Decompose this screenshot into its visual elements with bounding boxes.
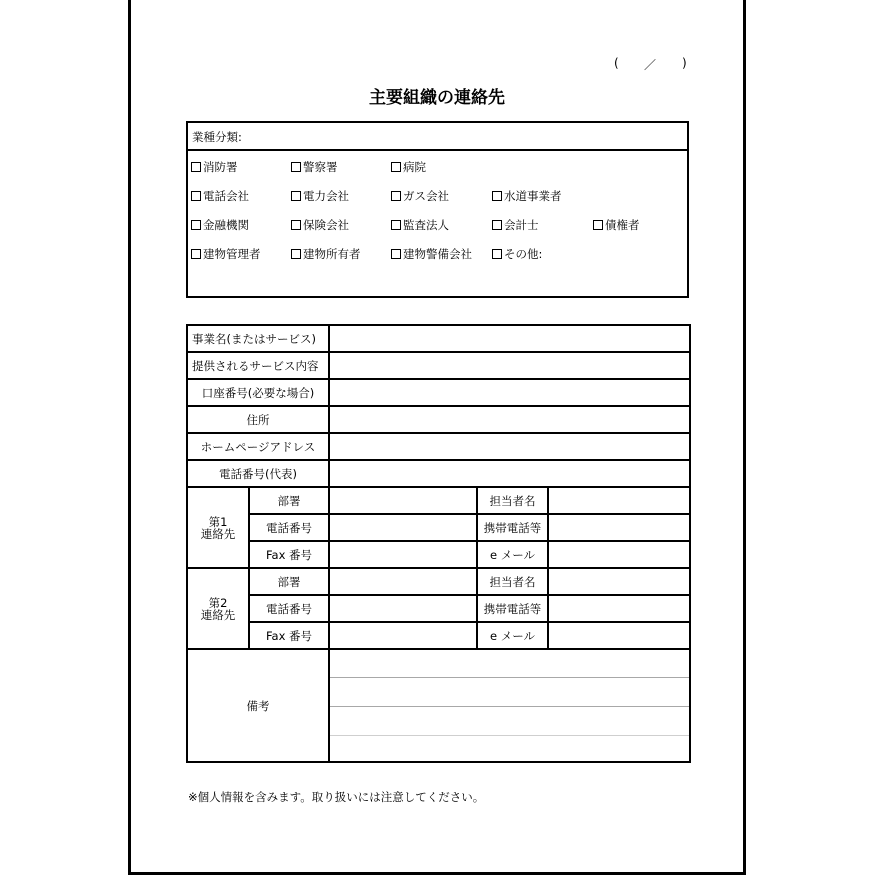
contact2-person-label: 担当者名 (477, 568, 548, 595)
checkbox-audit-firm[interactable] (391, 211, 449, 240)
notes-label: 備考 (187, 649, 329, 762)
checkbox-label: 水道事業者 (504, 189, 562, 203)
checkbox-label: 電話会社 (203, 189, 249, 203)
contact1-row-phone (187, 514, 690, 541)
checkbox-icon[interactable] (391, 220, 401, 230)
checkbox-insurance-company[interactable] (291, 211, 349, 240)
page-title: 主要組織の連絡先 (369, 88, 505, 108)
checkbox-icon[interactable] (191, 220, 201, 230)
label-service-content: 提供されるサービス内容 (187, 352, 329, 379)
category-row-1 (188, 153, 687, 182)
checkbox-telephone-company[interactable] (191, 182, 249, 211)
checkbox-hospital[interactable] (391, 153, 426, 182)
checkbox-icon[interactable] (492, 191, 502, 201)
contact1-email-label: e メール (477, 541, 548, 568)
contact1-fax-label: Fax 番号 (249, 541, 329, 568)
contact2-person-input[interactable] (548, 568, 690, 595)
contact1-label-text: 連絡先 (200, 526, 236, 541)
checkbox-label: ガス会社 (403, 189, 449, 203)
checkbox-label: 債権者 (605, 218, 640, 232)
notes-line (330, 735, 689, 736)
checkbox-building-security[interactable] (391, 240, 472, 269)
label-phone-main: 電話番号(代表) (187, 460, 329, 487)
checkbox-icon[interactable] (291, 162, 301, 172)
contact1-email-input[interactable] (548, 541, 690, 568)
checkbox-label: 監査法人 (403, 218, 449, 232)
checkbox-label: 保険会社 (303, 218, 349, 232)
contact1-phone-label: 電話番号 (249, 514, 329, 541)
date-open-paren: ( (614, 56, 619, 70)
contact1-phone-input[interactable] (329, 514, 477, 541)
checkbox-label: 消防署 (203, 160, 238, 174)
input-address[interactable] (329, 406, 690, 433)
checkbox-icon[interactable] (391, 249, 401, 259)
checkbox-accountant[interactable] (492, 211, 539, 240)
contact1-person-label: 担当者名 (477, 487, 548, 514)
checkbox-label: 建物警備会社 (403, 247, 472, 261)
checkbox-label: 建物管理者 (203, 247, 261, 261)
contact1-department-label: 部署 (249, 487, 329, 514)
contact2-department-input[interactable] (329, 568, 477, 595)
contact1-label-number: 第1 (208, 514, 228, 529)
contact2-fax-input[interactable] (329, 622, 477, 649)
category-row-4 (188, 240, 687, 269)
date-slash: ／ (644, 58, 657, 72)
contact1-row-fax (187, 541, 690, 568)
category-row-2 (188, 182, 687, 211)
checkbox-icon[interactable] (391, 191, 401, 201)
contact1-fax-input[interactable] (329, 541, 477, 568)
input-phone-main[interactable] (329, 460, 690, 487)
contact2-department-label: 部署 (249, 568, 329, 595)
input-service-content[interactable] (329, 352, 690, 379)
contact1-mobile-label: 携帯電話等 (477, 514, 548, 541)
contact2-row-phone (187, 595, 690, 622)
category-label: 業種分類: (188, 123, 687, 151)
row-address (187, 406, 690, 433)
row-phone-main (187, 460, 690, 487)
privacy-notice: ※個人情報を含みます。取り扱いには注意してください。 (188, 790, 485, 804)
contact-details-table (186, 324, 691, 763)
checkbox-electric-company[interactable] (291, 182, 349, 211)
input-account-number[interactable] (329, 379, 690, 406)
checkbox-building-manager[interactable] (191, 240, 261, 269)
label-account-number: 口座番号(必要な場合) (187, 379, 329, 406)
checkbox-label: その他: (504, 247, 543, 261)
checkbox-icon[interactable] (291, 249, 301, 259)
checkbox-financial-institution[interactable] (191, 211, 249, 240)
checkbox-icon[interactable] (593, 220, 603, 230)
checkbox-label: 警察署 (303, 160, 338, 174)
row-account-number (187, 379, 690, 406)
category-box (186, 121, 689, 298)
checkbox-icon[interactable] (191, 162, 201, 172)
checkbox-gas-company[interactable] (391, 182, 449, 211)
label-address: 住所 (187, 406, 329, 433)
contact1-person-input[interactable] (548, 487, 690, 514)
checkbox-icon[interactable] (191, 249, 201, 259)
checkbox-icon[interactable] (191, 191, 201, 201)
input-homepage[interactable] (329, 433, 690, 460)
contact1-department-input[interactable] (329, 487, 477, 514)
checkbox-icon[interactable] (291, 220, 301, 230)
row-business-name (187, 325, 690, 352)
contact1-label (187, 487, 249, 568)
contact1-row-department (187, 487, 690, 514)
contact2-row-department (187, 568, 690, 595)
checkbox-label: 会計士 (504, 218, 539, 232)
checkbox-icon[interactable] (291, 191, 301, 201)
contact2-fax-label: Fax 番号 (249, 622, 329, 649)
label-homepage: ホームページアドレス (187, 433, 329, 460)
contact2-phone-input[interactable] (329, 595, 477, 622)
contact2-email-input[interactable] (548, 622, 690, 649)
checkbox-icon[interactable] (492, 249, 502, 259)
notes-line (330, 677, 689, 678)
contact2-email-label: e メール (477, 622, 548, 649)
checkbox-building-owner[interactable] (291, 240, 361, 269)
checkbox-icon[interactable] (492, 220, 502, 230)
contact2-label-text: 連絡先 (200, 607, 236, 622)
checkbox-label: 金融機関 (203, 218, 249, 232)
row-notes (187, 649, 690, 762)
contact2-label (187, 568, 249, 649)
notes-input[interactable] (329, 649, 690, 762)
checkbox-icon[interactable] (391, 162, 401, 172)
checkbox-water-utility[interactable] (492, 182, 562, 211)
contact1-mobile-input[interactable] (548, 514, 690, 541)
checkbox-police[interactable] (291, 153, 338, 182)
date-close-paren: ) (682, 56, 687, 70)
checkbox-label: 電力会社 (303, 189, 349, 203)
row-service-content (187, 352, 690, 379)
checkbox-creditor[interactable] (593, 211, 640, 240)
row-homepage (187, 433, 690, 460)
checkbox-fire-station[interactable] (191, 153, 238, 182)
contact2-phone-label: 電話番号 (249, 595, 329, 622)
contact2-mobile-input[interactable] (548, 595, 690, 622)
contact2-mobile-label: 携帯電話等 (477, 595, 548, 622)
contact2-label-number: 第2 (208, 595, 228, 610)
checkbox-label: 建物所有者 (303, 247, 361, 261)
label-business-name: 事業名(またはサービス) (187, 325, 329, 352)
notes-line (330, 706, 689, 707)
contact2-row-fax (187, 622, 690, 649)
input-business-name[interactable] (329, 325, 690, 352)
checkbox-label: 病院 (403, 160, 426, 174)
category-row-3 (188, 211, 687, 240)
checkbox-other[interactable] (492, 240, 542, 269)
